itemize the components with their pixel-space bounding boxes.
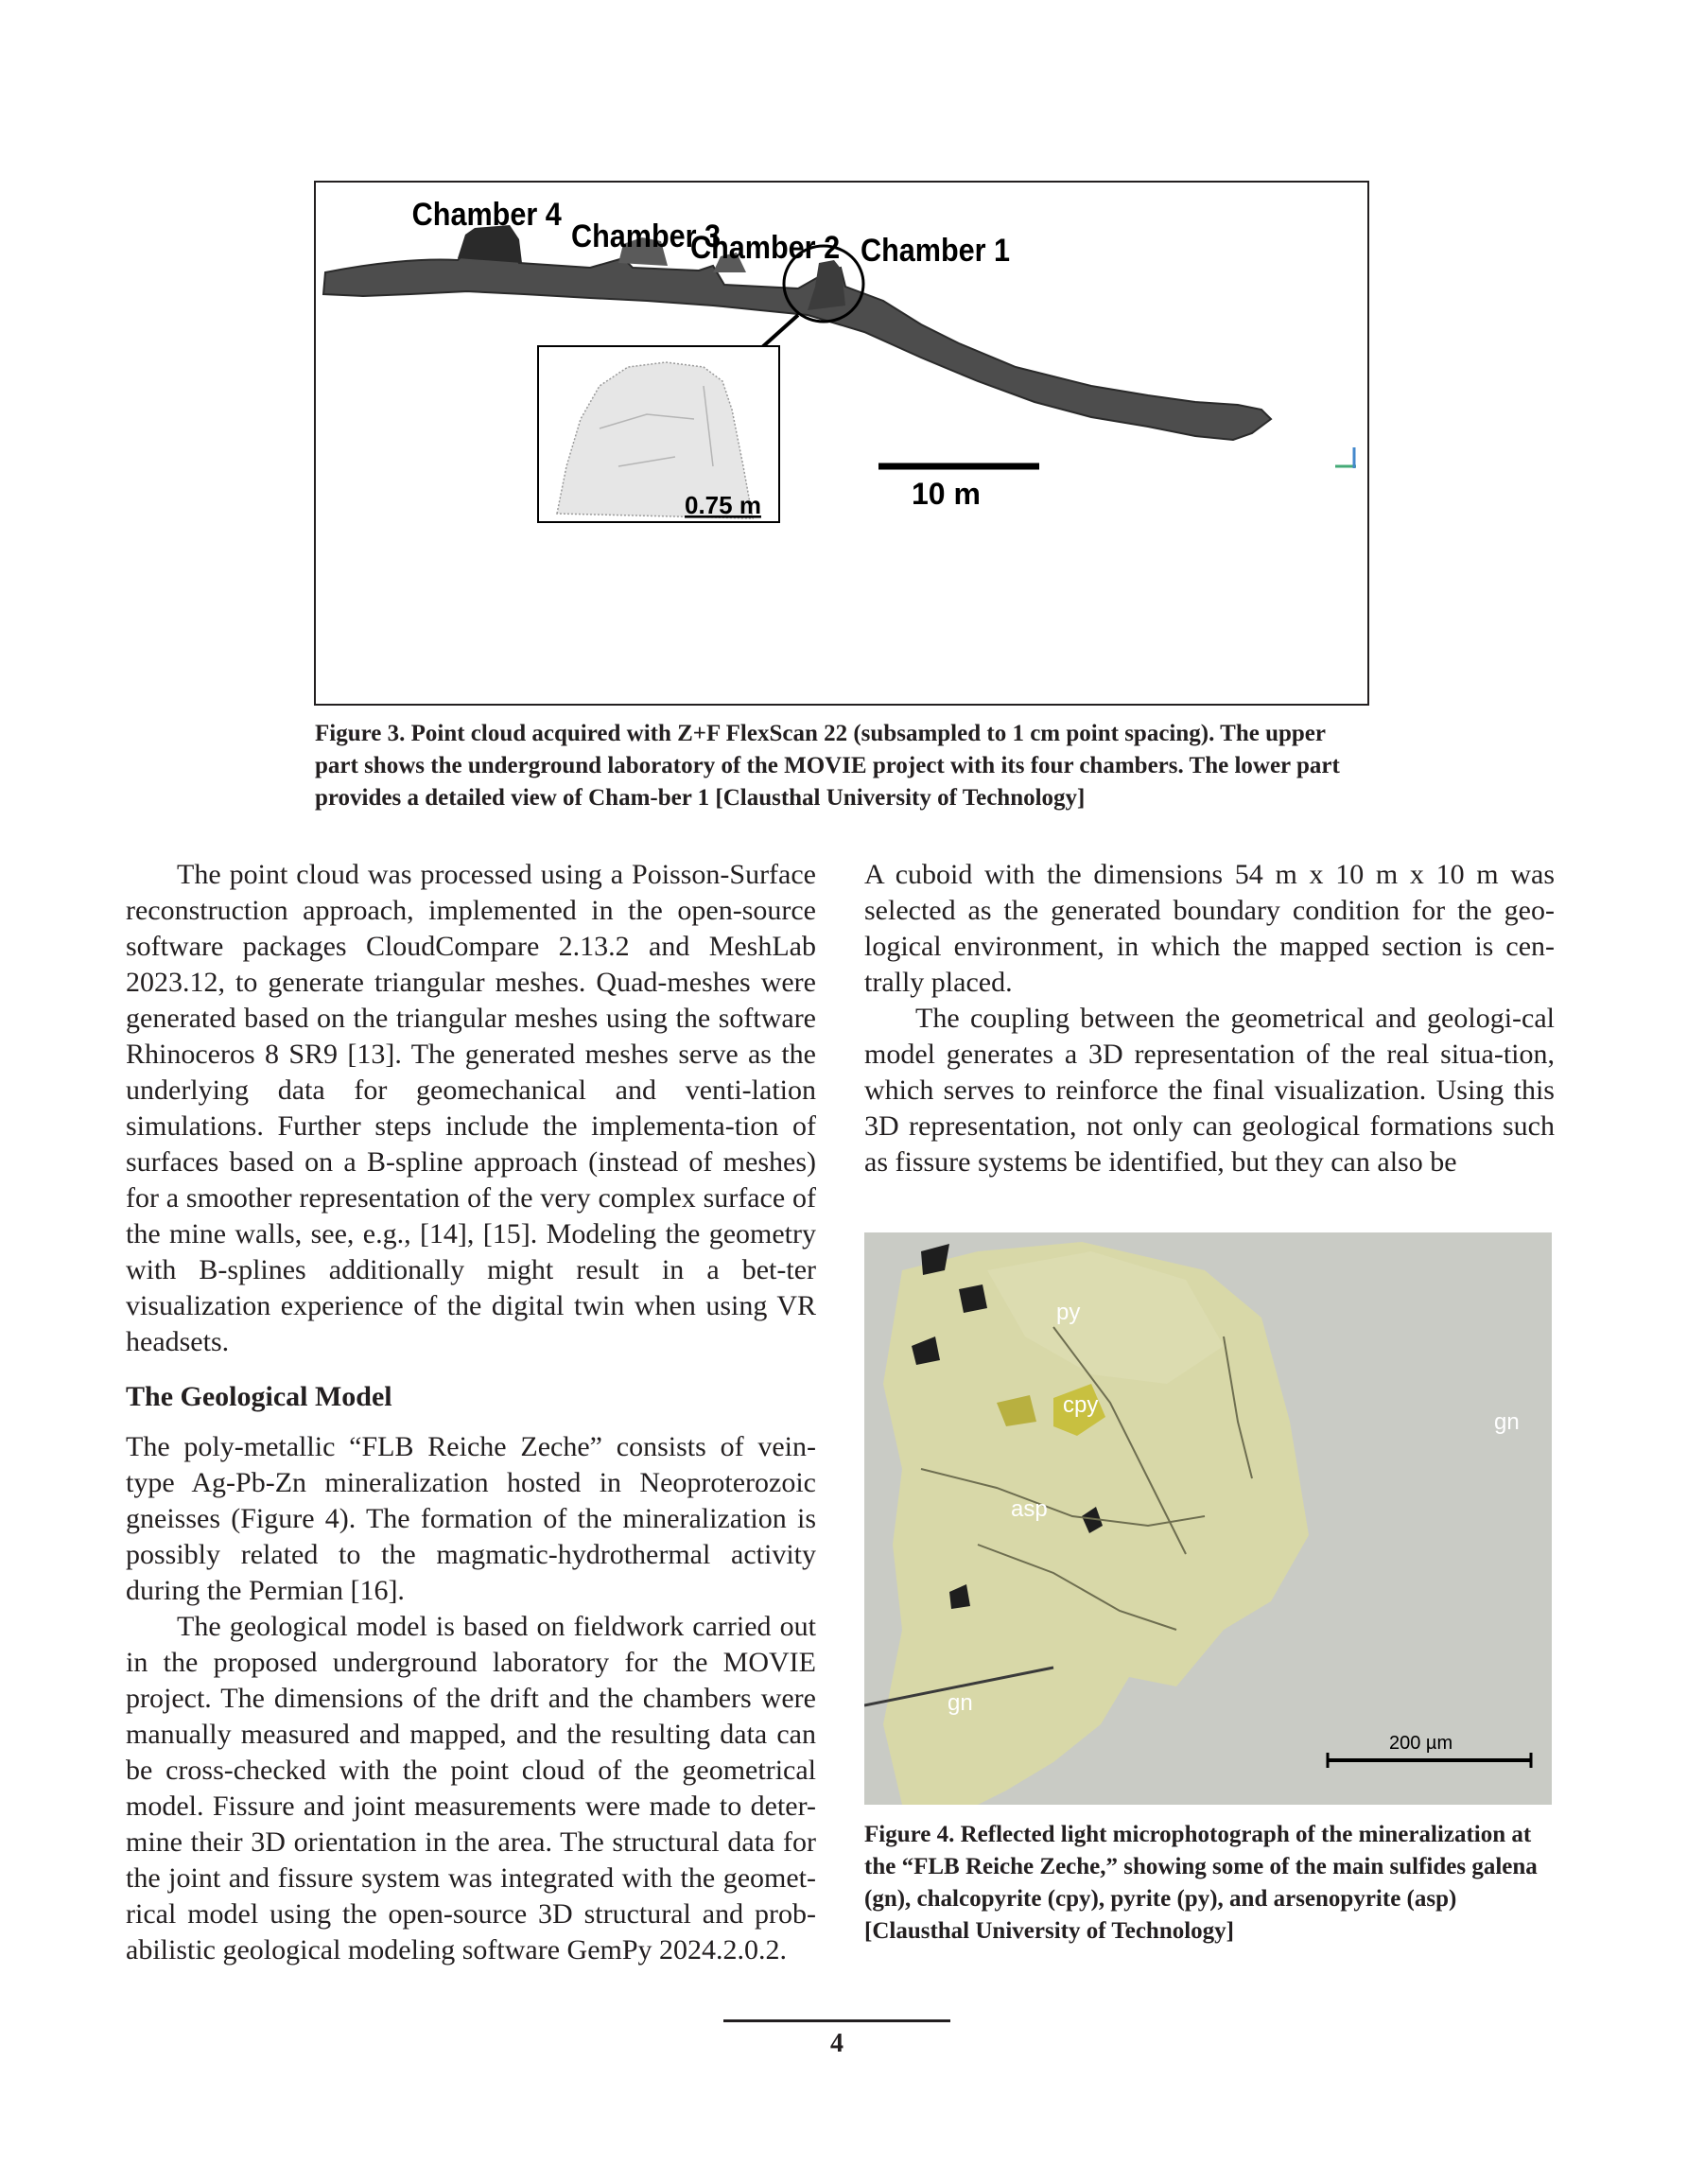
figure-4-caption: Figure 4. Reflected light microphotograph of the mineralization at the “FLB Reiche Zeche,” showing some of the main sulfides galena (gn), chalcopyrite (cpy), pyrite (py), and arsenopyrite (asp) [Clausthal University of Technology] xyxy=(864,1822,1538,1944)
left-column-upper xyxy=(126,857,816,1360)
figure-4-image xyxy=(864,1232,1552,1805)
scale-label-inset: 0.75 m xyxy=(685,491,761,519)
paragraph-cuboid: A cuboid with the dimensions 54 m x 10 m x 10 m was selected as the generated boundary condition for the geo-logical environment, in which the mapped section is cen-trally placed. xyxy=(864,859,1555,998)
label-chamber-4: Chamber 4 xyxy=(411,196,562,233)
label-cpy: cpy xyxy=(1063,1392,1099,1418)
right-column xyxy=(864,857,1555,1180)
page-number-rule xyxy=(723,2019,950,2022)
label-asp: asp xyxy=(1011,1496,1048,1522)
label-chamber-2: Chamber 2 xyxy=(690,229,841,266)
label-chamber-1: Chamber 1 xyxy=(861,232,1011,269)
paragraph-geological-model: The geological model is based on fieldwork carried out in the proposed underground laboratory for the MOVIE project. The dimensions of the drift and the chambers were manually measured and mapped, and the resulting data can be cross-checked with the point cloud of the geometrical model. Fissure and joint measurements were made to deter-mine their 3D orientation in the area. The structural data for the joint and fissure system was integrated with the geomet-rical model using the open-source 3D structural and prob-abilistic geological modeling software GemPy 2024.2.0.2. xyxy=(126,1611,816,1966)
paragraph-poly-metallic: The poly-metallic “FLB Reiche Zeche” consists of vein-type Ag-Pb-Zn mineralization hosted in Neoproterozoic gneisses (Figure 4). The formation of the mineralization is possibly related to the magmatic-hydrothermal activity during the Permian [16]. xyxy=(126,1431,816,1606)
paragraph-point-cloud: The point cloud was processed using a Poisson-Surface reconstruction approach, implemented in the open-source software packages CloudCompare 2.13.2 and MeshLab 2023.12, to generate triangular meshes. Quad-meshes were generated based on the triangular meshes using the software Rhinoceros 8 SR9 [13]. The generated meshes serve as the underlying data for geomechanical and venti-lation simulations. Further steps include the implementa-tion of surfaces based on a B-spline approach (instead of meshes) for a smoother representation of the very complex surface of the mine walls, see, e.g., [14], [15]. Modeling the geometry with B-splines additionally might result in a bet-ter visualization experience of the digital twin when using VR headsets. xyxy=(126,859,816,1357)
label-py: py xyxy=(1056,1300,1081,1325)
paragraph-coupling: The coupling between the geometrical and geologi-cal model generates a 3D representation of the real situa-tion, which serves to reinforce the final visualization. Using this 3D representation, not only can geological formations such as fissure systems be identified, but they can also be xyxy=(864,1003,1555,1178)
label-gn-left: gn xyxy=(948,1690,973,1716)
left-column-lower xyxy=(126,1429,816,1968)
section-heading-geological-model: The Geological Model xyxy=(126,1381,392,1412)
scale-label-main: 10 m xyxy=(912,477,981,511)
scale-label-200um: 200 µm xyxy=(1389,1733,1453,1754)
figure-3-image xyxy=(314,181,1369,706)
point-cloud-render xyxy=(316,183,1369,706)
label-chamber-3: Chamber 3 xyxy=(571,218,722,254)
figure-3-caption: Figure 3. Point cloud acquired with Z+F FlexScan 22 (subsampled to 1 cm point spacing). The upper part shows the underground laboratory of the MOVIE project with its four chambers. The lower part provides a detailed view of Cham-ber 1 [Clausthal University of Technology] xyxy=(315,721,1340,811)
microphotograph xyxy=(864,1232,1552,1805)
label-gn-right: gn xyxy=(1494,1409,1520,1435)
page-number: 4 xyxy=(830,2029,844,2058)
